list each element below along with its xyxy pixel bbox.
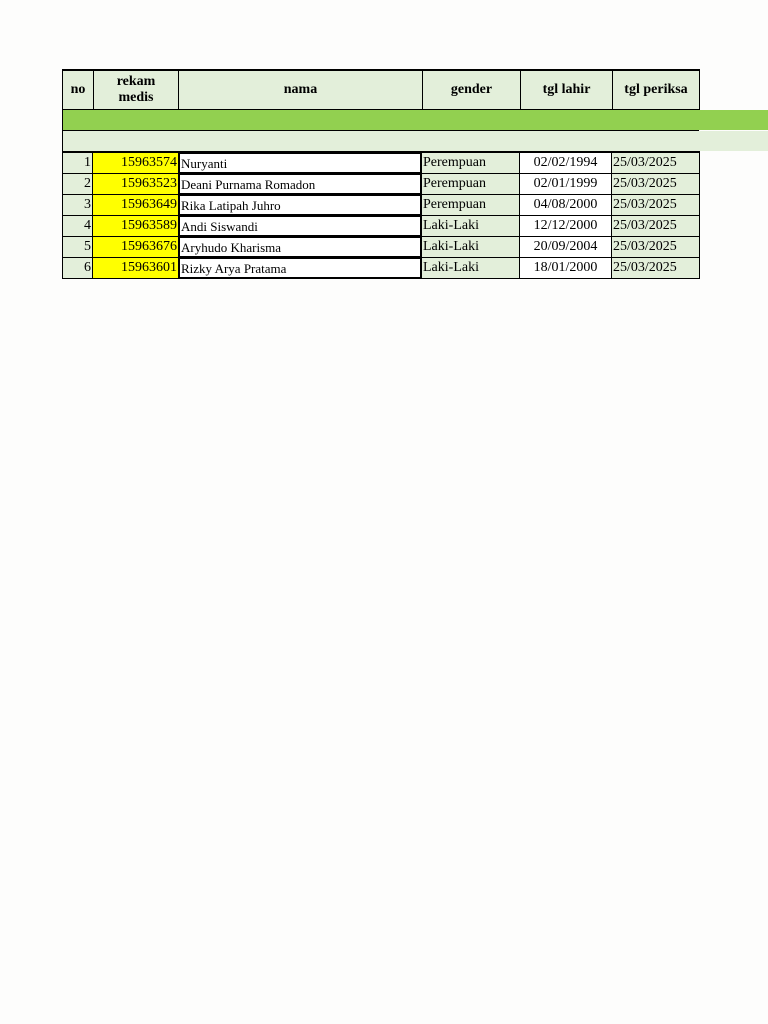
cell-nama[interactable]: Rika Latipah Juhro (178, 195, 422, 216)
cell-rekam-medis[interactable]: 15963589 (93, 216, 178, 237)
table-row (62, 153, 700, 174)
cell-no[interactable]: 1 (62, 153, 93, 174)
cell-tgl-periksa[interactable]: 25/03/2025 (612, 216, 700, 237)
cell-nama[interactable]: Andi Siswandi (178, 216, 422, 237)
cell-tgl-periksa[interactable]: 25/03/2025 (612, 237, 700, 258)
table-row (62, 195, 700, 216)
cell-no[interactable]: 4 (62, 216, 93, 237)
cell-rekam-medis[interactable]: 15963574 (93, 153, 178, 174)
table-row (62, 237, 700, 258)
table-row (62, 174, 700, 195)
cell-nama[interactable]: Rizky Arya Pratama (178, 258, 422, 279)
cell-rekam-medis[interactable]: 15963649 (93, 195, 178, 216)
cell-rekam-medis[interactable]: 15963676 (93, 237, 178, 258)
table-row (62, 258, 700, 279)
cell-no[interactable]: 2 (62, 174, 93, 195)
header-tgl-lahir[interactable]: tgl lahir (520, 69, 612, 110)
cell-rekam-medis[interactable]: 15963523 (93, 174, 178, 195)
cell-no[interactable]: 6 (62, 258, 93, 279)
cell-gender[interactable]: Perempuan (422, 195, 520, 216)
cell-nama[interactable]: Aryhudo Kharisma (178, 237, 422, 258)
header-tgl-periksa[interactable]: tgl periksa (612, 69, 700, 110)
table-row (62, 216, 700, 237)
cell-no[interactable]: 3 (62, 195, 93, 216)
cell-gender[interactable]: Perempuan (422, 174, 520, 195)
cell-tgl-lahir[interactable]: 12/12/2000 (520, 216, 612, 237)
cell-tgl-lahir[interactable]: 18/01/2000 (520, 258, 612, 279)
cell-no[interactable]: 5 (62, 237, 93, 258)
header-nama[interactable]: nama (178, 69, 422, 110)
light-band-row (63, 131, 768, 151)
cell-gender[interactable]: Laki-Laki (422, 258, 520, 279)
cell-tgl-lahir[interactable]: 04/08/2000 (520, 195, 612, 216)
cell-tgl-periksa[interactable]: 25/03/2025 (612, 153, 700, 174)
cell-nama[interactable]: Deani Purnama Romadon (178, 174, 422, 195)
header-rekam-medis[interactable]: rekam medis (93, 69, 178, 110)
cell-gender[interactable]: Laki-Laki (422, 237, 520, 258)
cell-gender[interactable]: Laki-Laki (422, 216, 520, 237)
cell-tgl-periksa[interactable]: 25/03/2025 (612, 258, 700, 279)
band-left-border (62, 110, 63, 152)
cell-rekam-medis[interactable]: 15963601 (93, 258, 178, 279)
cell-tgl-lahir[interactable]: 02/01/1999 (520, 174, 612, 195)
cell-nama[interactable]: Nuryanti (178, 153, 422, 174)
cell-tgl-lahir[interactable]: 20/09/2004 (520, 237, 612, 258)
green-band-row (63, 110, 768, 130)
header-gender[interactable]: gender (422, 69, 520, 110)
cell-tgl-lahir[interactable]: 02/02/1994 (520, 153, 612, 174)
cell-gender[interactable]: Perempuan (422, 153, 520, 174)
cell-tgl-periksa[interactable]: 25/03/2025 (612, 174, 700, 195)
cell-tgl-periksa[interactable]: 25/03/2025 (612, 195, 700, 216)
header-no[interactable]: no (62, 69, 93, 110)
